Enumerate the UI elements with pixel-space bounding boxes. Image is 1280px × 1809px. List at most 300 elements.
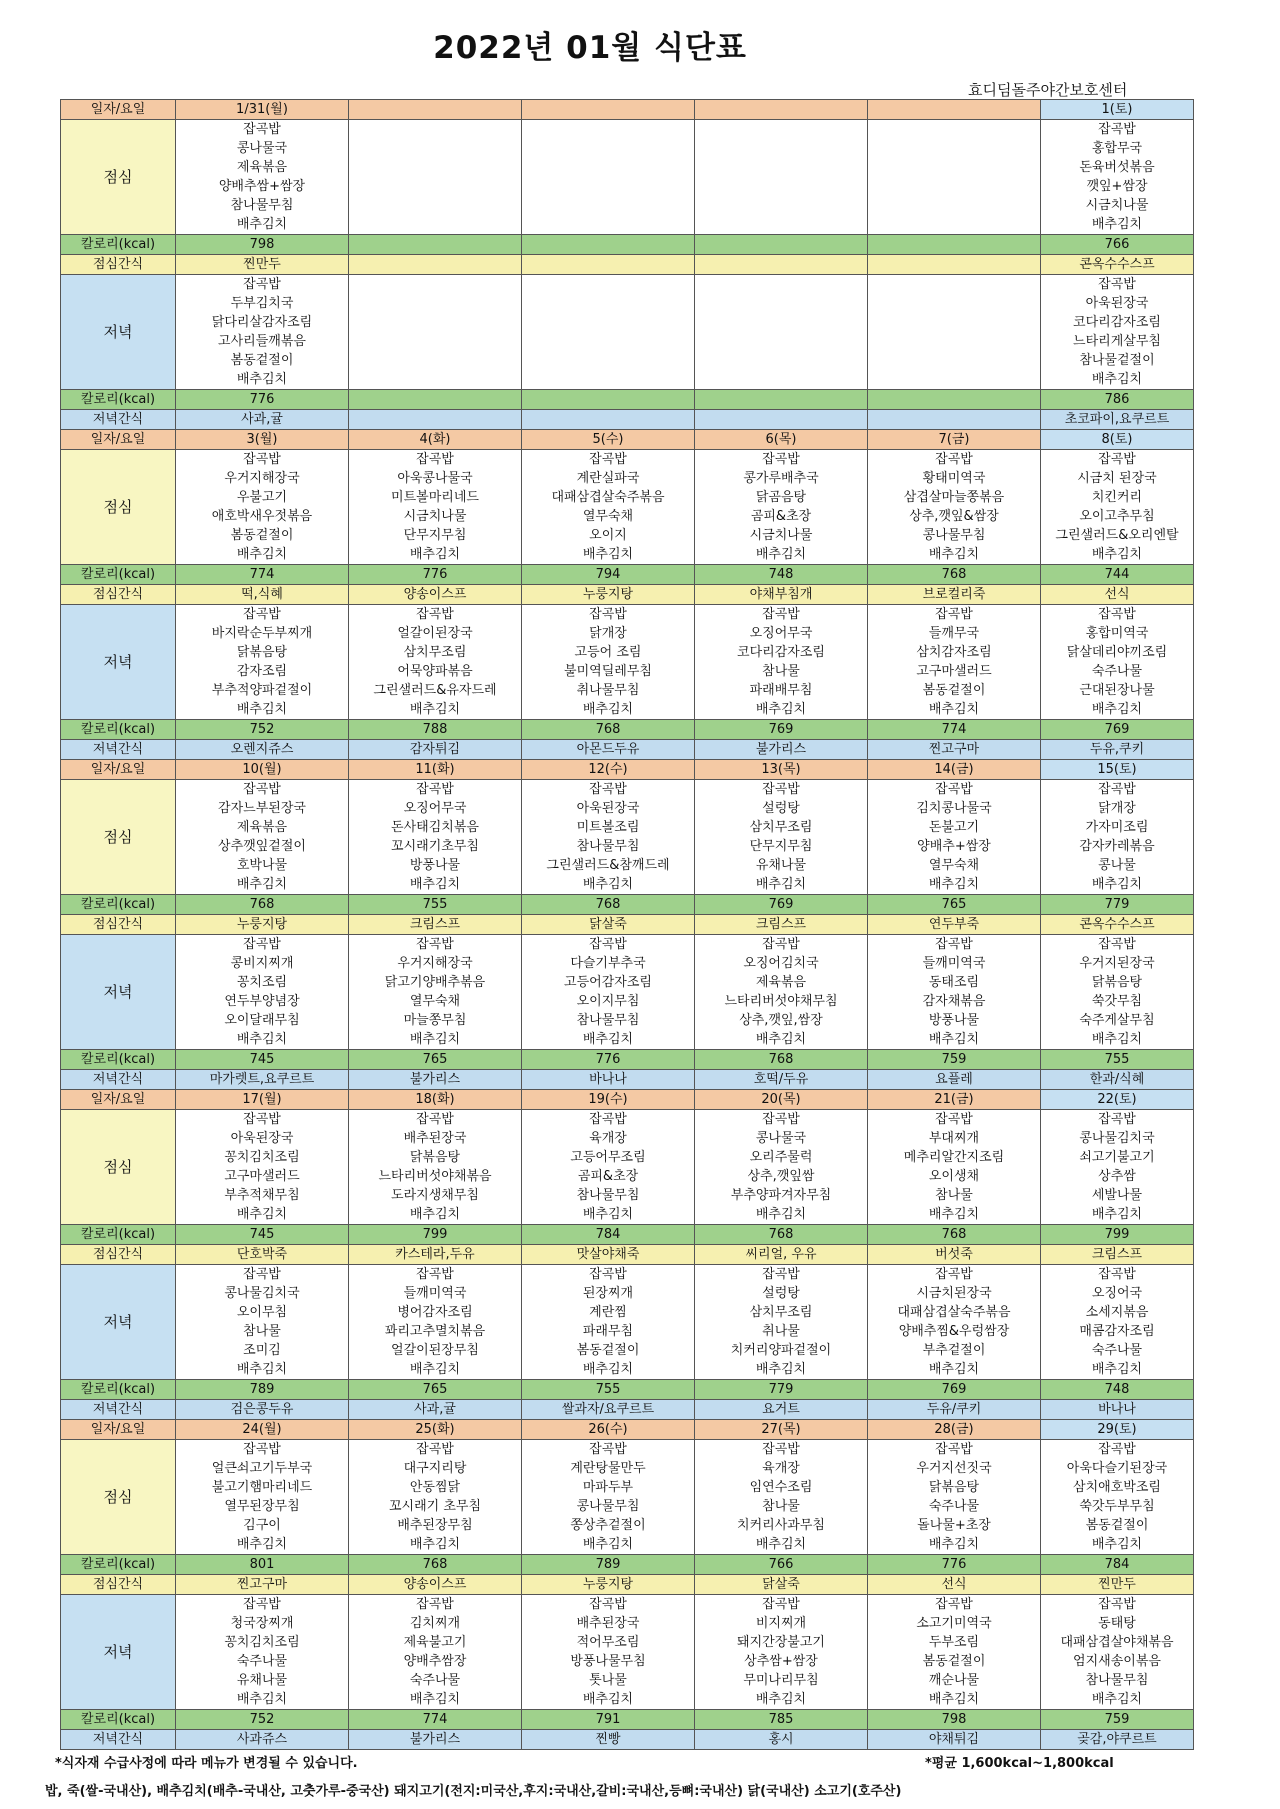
- dish-cell: 잡곡밥: [1041, 1265, 1194, 1285]
- dinner-calorie-row-cell: 748: [1041, 1380, 1194, 1400]
- dinner-snack-row-cell: 야채튀김: [868, 1730, 1041, 1750]
- dish-cell: [868, 370, 1041, 390]
- dish-cell: 느타리버섯야채무침: [695, 992, 868, 1011]
- dish-cell: 닭살데리야끼조림: [1041, 643, 1194, 662]
- lunch-calorie-row-cell: 768: [695, 1225, 868, 1245]
- dish-cell: 잡곡밥: [1041, 275, 1194, 295]
- dish-cell: 얼갈이된장국: [349, 624, 522, 643]
- dish-cell: 배추김치: [349, 1030, 522, 1050]
- dish-cell: 콩나물: [1041, 856, 1194, 875]
- dinner-snack-row-cell: [695, 410, 868, 430]
- dinner-calorie-row-label: 칼로리(kcal): [61, 1050, 176, 1070]
- day-header: 13(목): [695, 760, 868, 780]
- dish-cell: 잡곡밥: [695, 1440, 868, 1460]
- lunch-calorie-row-cell: 789: [522, 1555, 695, 1575]
- dish-cell: 우거지된장국: [1041, 954, 1194, 973]
- dinner-calorie-row-cell: 755: [1041, 1050, 1194, 1070]
- dish-cell: 잡곡밥: [176, 1110, 349, 1130]
- dinner-calorie-row-cell: 752: [176, 720, 349, 740]
- day-header: 10(월): [176, 760, 349, 780]
- lunch-snack-row-cell: [868, 255, 1041, 275]
- dish-cell: 숙주나물: [1041, 662, 1194, 681]
- dinner-row: [61, 1690, 1194, 1710]
- dish-cell: 배추김치: [522, 700, 695, 720]
- lunch-row: [61, 1148, 1194, 1167]
- dish-cell: 삼치감자조림: [868, 643, 1041, 662]
- dish-cell: 느타리버섯야채볶음: [349, 1167, 522, 1186]
- dish-cell: 취나물무침: [522, 681, 695, 700]
- lunch-calorie-row: [61, 235, 1194, 255]
- lunch-calorie-row-cell: 801: [176, 1555, 349, 1575]
- date-row: [61, 760, 1194, 780]
- dish-cell: 제육불고기: [349, 1633, 522, 1652]
- dish-cell: 우불고기: [176, 488, 349, 507]
- dinner-calorie-row: [61, 390, 1194, 410]
- dish-cell: 상추,깻잎,쌈장: [695, 1011, 868, 1030]
- dish-cell: 배추김치: [1041, 1535, 1194, 1555]
- lunch-snack-row-cell: 야채부침개: [695, 585, 868, 605]
- dish-cell: 잡곡밥: [522, 1595, 695, 1615]
- dinner-snack-row-cell: 찐빵: [522, 1730, 695, 1750]
- dish-cell: 시금치나물: [1041, 196, 1194, 215]
- dish-cell: 코다리감자조림: [1041, 313, 1194, 332]
- dish-cell: 잡곡밥: [176, 1440, 349, 1460]
- dish-cell: 콩비지찌개: [176, 954, 349, 973]
- dish-cell: 잡곡밥: [868, 1265, 1041, 1285]
- dinner-row: [61, 700, 1194, 720]
- dinner-snack-row-cell: 바나나: [1041, 1400, 1194, 1420]
- dinner-calorie-row-cell: 776: [522, 1050, 695, 1070]
- dish-cell: [695, 275, 868, 295]
- dinner-snack-row-label: 저녁간식: [61, 1400, 176, 1420]
- dinner-calorie-row-cell: 768: [522, 720, 695, 740]
- dish-cell: 잡곡밥: [1041, 780, 1194, 800]
- lunch-row: [61, 1497, 1194, 1516]
- average-calorie-note: *평균 1,600kcal~1,800kcal: [925, 1756, 1114, 1771]
- dish-cell: 김치콩나물국: [868, 799, 1041, 818]
- dish-cell: 톳나물: [522, 1671, 695, 1690]
- dish-cell: 잡곡밥: [176, 935, 349, 955]
- dish-cell: 다슬기부추국: [522, 954, 695, 973]
- dish-cell: 양배추쌈장: [349, 1652, 522, 1671]
- lunch-calorie-row-cell: 799: [349, 1225, 522, 1245]
- dish-cell: 닭곰음탕: [695, 488, 868, 507]
- dinner-row: [61, 624, 1194, 643]
- dinner-snack-row-label: 저녁간식: [61, 740, 176, 760]
- dinner-snack-row-cell: 불가리스: [349, 1730, 522, 1750]
- dinner-calorie-row-cell: 769: [868, 1380, 1041, 1400]
- dish-cell: 쇠고기불고기: [1041, 1148, 1194, 1167]
- dish-cell: 세발나물: [1041, 1186, 1194, 1205]
- dish-cell: 봄동겉절이: [1041, 1516, 1194, 1535]
- dinner-row: [61, 1360, 1194, 1380]
- lunch-calorie-row-label: 칼로리(kcal): [61, 235, 176, 255]
- dish-cell: 감자느부된장국: [176, 799, 349, 818]
- lunch-snack-row-label: 점심간식: [61, 1575, 176, 1595]
- lunch-calorie-row-cell: 776: [349, 565, 522, 585]
- lunch-row: [61, 545, 1194, 565]
- dinner-snack-row-cell: 오렌지쥬스: [176, 740, 349, 760]
- dinner-label: 저녁: [61, 1595, 176, 1710]
- dish-cell: 배추김치: [868, 545, 1041, 565]
- lunch-snack-row-cell: 단호박죽: [176, 1245, 349, 1265]
- dish-cell: [868, 177, 1041, 196]
- dish-cell: 배추김치: [349, 545, 522, 565]
- lunch-snack-row: [61, 1575, 1194, 1595]
- dish-cell: 파래무침: [522, 1322, 695, 1341]
- dinner-row: [61, 954, 1194, 973]
- lunch-snack-row-cell: 찐고구마: [176, 1575, 349, 1595]
- dish-cell: 잡곡밥: [1041, 1595, 1194, 1615]
- dish-cell: 잡곡밥: [176, 275, 349, 295]
- dinner-snack-row-cell: [868, 410, 1041, 430]
- dinner-calorie-row-cell: 755: [522, 1380, 695, 1400]
- dish-cell: 청국장찌개: [176, 1614, 349, 1633]
- lunch-row: [61, 526, 1194, 545]
- day-header: 27(목): [695, 1420, 868, 1440]
- dish-cell: 곰피&초장: [695, 507, 868, 526]
- dish-cell: 감자카레볶음: [1041, 837, 1194, 856]
- dish-cell: 상추,깻잎쌈: [695, 1167, 868, 1186]
- lunch-calorie-row-cell: 774: [176, 565, 349, 585]
- dinner-calorie-row-cell: 789: [176, 1380, 349, 1400]
- dish-cell: 배추김치: [176, 700, 349, 720]
- dish-cell: 잡곡밥: [868, 1595, 1041, 1615]
- dinner-row: [61, 1284, 1194, 1303]
- dish-cell: 돌나물+초장: [868, 1516, 1041, 1535]
- dish-cell: 잡곡밥: [176, 1595, 349, 1615]
- dish-cell: 소세지볶음: [1041, 1303, 1194, 1322]
- dish-cell: 잡곡밥: [695, 1595, 868, 1615]
- dish-cell: [868, 275, 1041, 295]
- lunch-snack-row-cell: [695, 255, 868, 275]
- lunch-snack-row-cell: 크림스프: [349, 915, 522, 935]
- lunch-row: [61, 1459, 1194, 1478]
- lunch-row: [61, 875, 1194, 895]
- dish-cell: 감자조림: [176, 662, 349, 681]
- dish-cell: 오징어무국: [695, 624, 868, 643]
- dish-cell: 오리주물럭: [695, 1148, 868, 1167]
- dish-cell: 육개장: [522, 1129, 695, 1148]
- dinner-row: [61, 662, 1194, 681]
- day-header: 20(목): [695, 1090, 868, 1110]
- dish-cell: 열무숙채: [349, 992, 522, 1011]
- dish-cell: 잡곡밥: [349, 1440, 522, 1460]
- dish-cell: [695, 120, 868, 140]
- dish-cell: 코다리감자조림: [695, 643, 868, 662]
- dinner-calorie-row-cell: [522, 390, 695, 410]
- dinner-row: [61, 1265, 1194, 1285]
- dish-cell: [522, 313, 695, 332]
- lunch-calorie-row-cell: 768: [176, 895, 349, 915]
- lunch-calorie-row-cell: [695, 235, 868, 255]
- dinner-snack-row-cell: 쌀과자/요쿠르트: [522, 1400, 695, 1420]
- dish-cell: 참나물: [695, 1497, 868, 1516]
- dish-cell: [349, 158, 522, 177]
- dish-cell: 상추쌈+쌈장: [695, 1652, 868, 1671]
- page-title: 2022년 01월 식단표: [433, 30, 747, 66]
- dish-cell: 고사리들깨볶음: [176, 332, 349, 351]
- dish-cell: 엄지새송이볶음: [1041, 1652, 1194, 1671]
- lunch-calorie-row-cell: 744: [1041, 565, 1194, 585]
- dish-cell: 콩나물국: [176, 139, 349, 158]
- dish-cell: 배추김치: [176, 1360, 349, 1380]
- dinner-calorie-row-cell: 752: [176, 1710, 349, 1730]
- lunch-calorie-row-cell: 776: [868, 1555, 1041, 1575]
- dish-cell: 봄동겉절이: [868, 681, 1041, 700]
- lunch-label: 점심: [61, 1440, 176, 1555]
- dish-cell: [522, 196, 695, 215]
- dish-cell: 숙주나물: [349, 1671, 522, 1690]
- lunch-row: [61, 1186, 1194, 1205]
- dish-cell: 우거지해장국: [349, 954, 522, 973]
- dish-cell: 배추김치: [868, 1690, 1041, 1710]
- dinner-row: [61, 332, 1194, 351]
- dish-cell: [868, 332, 1041, 351]
- dish-cell: 느타리게살무침: [1041, 332, 1194, 351]
- dish-cell: 상추,깻잎&쌈장: [868, 507, 1041, 526]
- dinner-snack-row-cell: 마가렛트,요쿠르트: [176, 1070, 349, 1090]
- dish-cell: 메추리알간지조림: [868, 1148, 1041, 1167]
- dish-cell: 잡곡밥: [349, 450, 522, 470]
- date-row: [61, 430, 1194, 450]
- dish-cell: 불고기햄마리네드: [176, 1478, 349, 1497]
- dish-cell: 부대찌개: [868, 1129, 1041, 1148]
- lunch-row: [61, 196, 1194, 215]
- dish-cell: 참나물겉절이: [1041, 351, 1194, 370]
- dish-cell: 숙주게살무침: [1041, 1011, 1194, 1030]
- dish-cell: 배추김치: [695, 1690, 868, 1710]
- dish-cell: [868, 158, 1041, 177]
- day-header: 28(금): [868, 1420, 1041, 1440]
- dish-cell: 깨순나물: [868, 1671, 1041, 1690]
- dish-cell: 배추김치: [695, 700, 868, 720]
- dinner-calorie-row-cell: 776: [176, 390, 349, 410]
- dish-cell: 잡곡밥: [522, 1265, 695, 1285]
- dish-cell: 잡곡밥: [522, 780, 695, 800]
- dish-cell: [695, 177, 868, 196]
- date-row: [61, 1420, 1194, 1440]
- lunch-calorie-row-cell: 745: [176, 1225, 349, 1245]
- dinner-row: [61, 294, 1194, 313]
- day-header: [868, 100, 1041, 120]
- lunch-row: [61, 818, 1194, 837]
- lunch-snack-row-cell: 크림스프: [1041, 1245, 1194, 1265]
- lunch-snack-row-cell: 누룽지탕: [176, 915, 349, 935]
- dish-cell: 잡곡밥: [349, 605, 522, 625]
- dinner-row: [61, 1652, 1194, 1671]
- lunch-snack-row: [61, 915, 1194, 935]
- dish-cell: 곰피&초장: [522, 1167, 695, 1186]
- dish-cell: [522, 158, 695, 177]
- day-header: 29(토): [1041, 1420, 1194, 1440]
- dish-cell: 배추김치: [1041, 545, 1194, 565]
- dish-cell: 치커리양파겉절이: [695, 1341, 868, 1360]
- dish-cell: [695, 196, 868, 215]
- dish-cell: [349, 294, 522, 313]
- dish-cell: 아욱된장국: [176, 1129, 349, 1148]
- dish-cell: 닭볶음탕: [868, 1478, 1041, 1497]
- dinner-calorie-row-label: 칼로리(kcal): [61, 1380, 176, 1400]
- lunch-calorie-row-cell: 768: [868, 565, 1041, 585]
- dish-cell: 배추김치: [695, 1030, 868, 1050]
- dish-cell: [349, 370, 522, 390]
- dish-cell: 오이달래무침: [176, 1011, 349, 1030]
- day-header: 11(화): [349, 760, 522, 780]
- lunch-row: [61, 450, 1194, 470]
- dish-cell: 치커리사과무침: [695, 1516, 868, 1535]
- lunch-calorie-row-cell: 798: [176, 235, 349, 255]
- lunch-row: [61, 139, 1194, 158]
- dinner-row: [61, 1671, 1194, 1690]
- lunch-row: [61, 1129, 1194, 1148]
- lunch-row: [61, 1110, 1194, 1130]
- dish-cell: [868, 196, 1041, 215]
- dish-cell: 양배추+쌈장: [868, 837, 1041, 856]
- dinner-calorie-row-cell: 774: [349, 1710, 522, 1730]
- dish-cell: 근대된장나물: [1041, 681, 1194, 700]
- dinner-label: 저녁: [61, 935, 176, 1050]
- dish-cell: 조미김: [176, 1341, 349, 1360]
- dinner-snack-row-cell: 한과/식혜: [1041, 1070, 1194, 1090]
- dinner-snack-row: [61, 1070, 1194, 1090]
- origin-note: 밥, 죽(쌀-국내산), 배추김치(배추-국내산, 고춧가루-중국산) 돼지고기(전지:미국산,후지:국내산,갈비:국내산,등뼈:국내산) 닭(국내산) 소고기(호주산): [45, 1784, 902, 1799]
- lunch-label: 점심: [61, 120, 176, 235]
- dish-cell: 시금치된장국: [868, 1284, 1041, 1303]
- dish-cell: 배추김치: [868, 1030, 1041, 1050]
- dish-cell: 참나물: [868, 1186, 1041, 1205]
- dish-cell: 배추김치: [868, 1535, 1041, 1555]
- dish-cell: [695, 158, 868, 177]
- dish-cell: 배추김치: [349, 1360, 522, 1380]
- dish-cell: 잡곡밥: [1041, 120, 1194, 140]
- dinner-calorie-row: [61, 720, 1194, 740]
- dish-cell: 돼지간장불고기: [695, 1633, 868, 1652]
- dish-cell: 황태미역국: [868, 469, 1041, 488]
- dish-cell: 배추김치: [176, 1535, 349, 1555]
- dinner-calorie-row: [61, 1710, 1194, 1730]
- dish-cell: [349, 139, 522, 158]
- dish-cell: 치킨커리: [1041, 488, 1194, 507]
- dish-cell: 잡곡밥: [349, 1110, 522, 1130]
- day-header: 22(토): [1041, 1090, 1194, 1110]
- dish-cell: [349, 351, 522, 370]
- lunch-calorie-row-label: 칼로리(kcal): [61, 1555, 176, 1575]
- lunch-snack-row-cell: 선식: [1041, 585, 1194, 605]
- dinner-row: [61, 1341, 1194, 1360]
- dish-cell: 잡곡밥: [349, 1595, 522, 1615]
- dish-cell: 우거지선짓국: [868, 1459, 1041, 1478]
- dinner-snack-row-cell: 요거트: [695, 1400, 868, 1420]
- dish-cell: 무미나리무침: [695, 1671, 868, 1690]
- lunch-calorie-row-label: 칼로리(kcal): [61, 895, 176, 915]
- dish-cell: 임연수조림: [695, 1478, 868, 1497]
- dish-cell: 잡곡밥: [522, 1440, 695, 1460]
- lunch-row: [61, 1167, 1194, 1186]
- dish-cell: [695, 313, 868, 332]
- dish-cell: 고등어 조림: [522, 643, 695, 662]
- dish-cell: [868, 351, 1041, 370]
- day-header: 7(금): [868, 430, 1041, 450]
- lunch-snack-row-label: 점심간식: [61, 1245, 176, 1265]
- dish-cell: 고구마샐러드: [868, 662, 1041, 681]
- dish-cell: 배추김치: [349, 1205, 522, 1225]
- dish-cell: [522, 294, 695, 313]
- date-row: [61, 100, 1194, 120]
- dish-cell: 참나물: [176, 1322, 349, 1341]
- dish-cell: 콩나물무침: [522, 1497, 695, 1516]
- lunch-row: [61, 158, 1194, 177]
- lunch-calorie-row-cell: [349, 235, 522, 255]
- dinner-snack-row-label: 저녁간식: [61, 1730, 176, 1750]
- lunch-snack-row-cell: 연두부죽: [868, 915, 1041, 935]
- date-label: 일자/요일: [61, 430, 176, 450]
- dish-cell: 계란찜: [522, 1303, 695, 1322]
- lunch-row: [61, 837, 1194, 856]
- dish-cell: 닭볶음탕: [349, 1148, 522, 1167]
- day-header: 1/31(월): [176, 100, 349, 120]
- lunch-calorie-row-cell: 768: [868, 1225, 1041, 1245]
- lunch-snack-row-cell: 양송이스프: [349, 1575, 522, 1595]
- dish-cell: 미트볼조림: [522, 818, 695, 837]
- dish-cell: 부추적채무침: [176, 1186, 349, 1205]
- lunch-calorie-row-cell: 765: [868, 895, 1041, 915]
- dish-cell: 들깨미역국: [868, 954, 1041, 973]
- dinner-snack-row-cell: 초코파이,요쿠르트: [1041, 410, 1194, 430]
- lunch-row: [61, 856, 1194, 875]
- dinner-row: [61, 1595, 1194, 1615]
- dish-cell: 잡곡밥: [695, 605, 868, 625]
- dish-cell: [695, 215, 868, 235]
- dish-cell: 연두부양념장: [176, 992, 349, 1011]
- dinner-snack-row-cell: 사과,귤: [176, 410, 349, 430]
- dinner-row: [61, 313, 1194, 332]
- dinner-snack-row-cell: [349, 410, 522, 430]
- lunch-calorie-row: [61, 895, 1194, 915]
- dish-cell: 쑥갓두부무침: [1041, 1497, 1194, 1516]
- dish-cell: 콩나물김치국: [176, 1284, 349, 1303]
- dinner-row: [61, 935, 1194, 955]
- day-header: 17(월): [176, 1090, 349, 1110]
- lunch-snack-row-label: 점심간식: [61, 915, 176, 935]
- dish-cell: 그린샐러드&유자드레: [349, 681, 522, 700]
- dish-cell: 쫑상추겉절이: [522, 1516, 695, 1535]
- dinner-calorie-row-cell: 786: [1041, 390, 1194, 410]
- lunch-snack-row-cell: 떡,식혜: [176, 585, 349, 605]
- dish-cell: 배추김치: [695, 1205, 868, 1225]
- dish-cell: 배추김치: [522, 1030, 695, 1050]
- dish-cell: 숙주나물: [176, 1652, 349, 1671]
- dish-cell: [695, 370, 868, 390]
- dish-cell: 잡곡밥: [349, 1265, 522, 1285]
- dish-cell: 아욱된장국: [522, 799, 695, 818]
- dish-cell: 잡곡밥: [1041, 450, 1194, 470]
- dinner-snack-row-cell: 바나나: [522, 1070, 695, 1090]
- dinner-calorie-row-cell: 779: [695, 1380, 868, 1400]
- dish-cell: 유채나물: [695, 856, 868, 875]
- dinner-calorie-row-cell: 774: [868, 720, 1041, 740]
- dish-cell: 잡곡밥: [176, 120, 349, 140]
- lunch-calorie-row-cell: 779: [1041, 895, 1194, 915]
- day-header: 14(금): [868, 760, 1041, 780]
- day-header: 19(수): [522, 1090, 695, 1110]
- dish-cell: 바지락순두부찌개: [176, 624, 349, 643]
- dish-cell: [522, 275, 695, 295]
- dish-cell: 잡곡밥: [176, 450, 349, 470]
- dish-cell: 배추김치: [868, 1205, 1041, 1225]
- dish-cell: 배추김치: [522, 1535, 695, 1555]
- dish-cell: 잡곡밥: [868, 605, 1041, 625]
